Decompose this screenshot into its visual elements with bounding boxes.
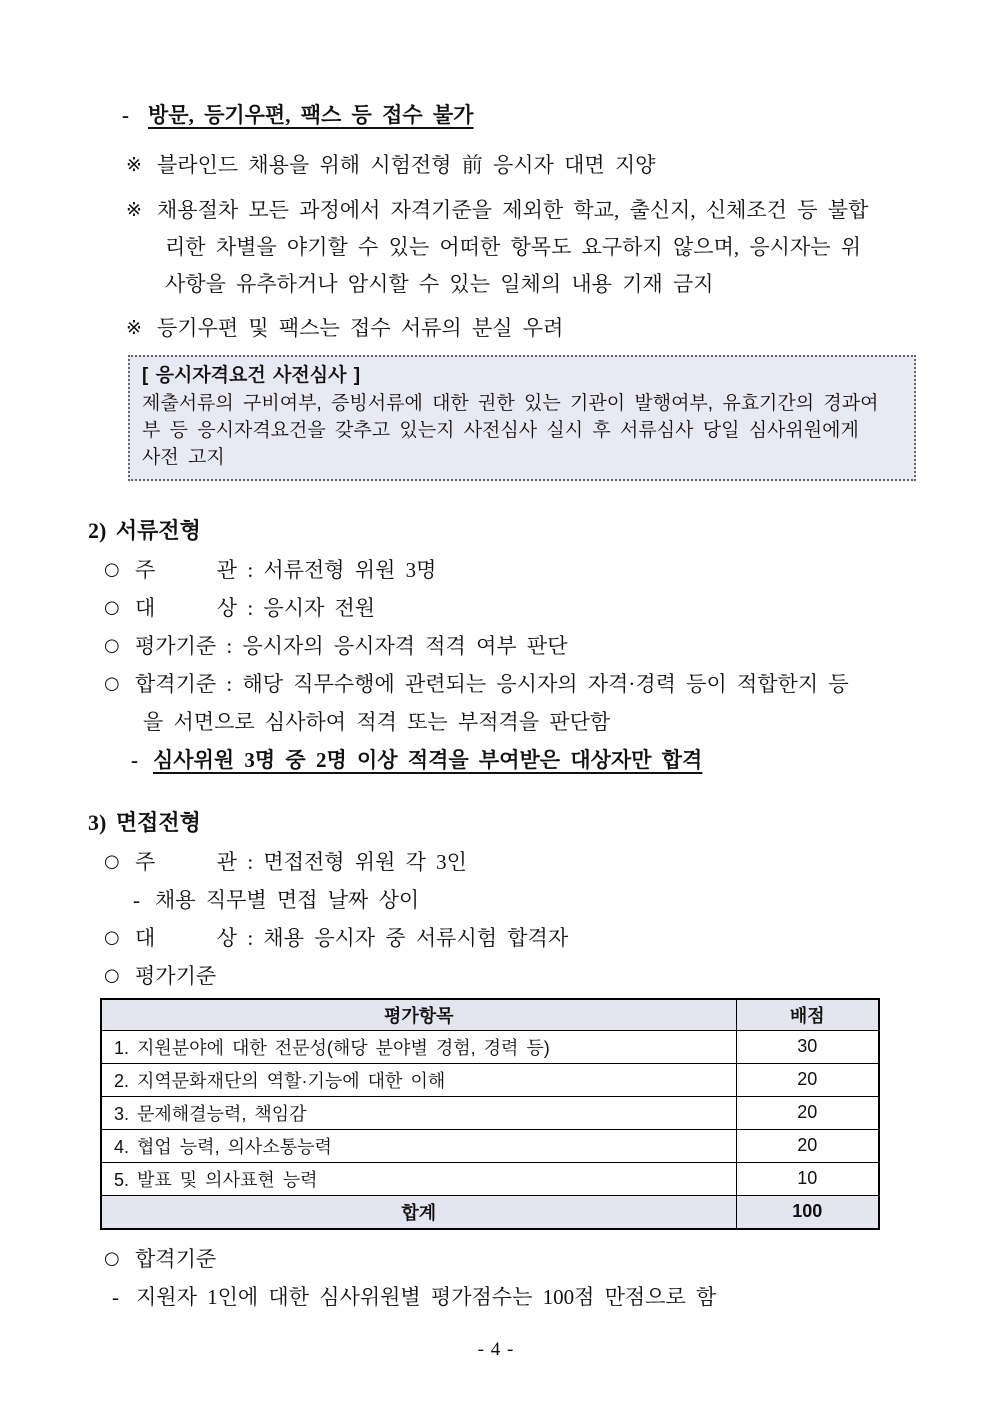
table-row bbox=[101, 1162, 879, 1195]
bullet-item bbox=[0, 551, 992, 589]
pass-criteria-detail-text: 지원자 1인에 대한 심사위원별 평가점수는 100점 만점으로 함 bbox=[136, 1285, 717, 1309]
bullet-text: 주 관 : 서류전형 위원 3명 bbox=[135, 558, 437, 582]
reference-mark-icon: ※ bbox=[126, 200, 142, 221]
table-cell-score: 30 bbox=[736, 1030, 879, 1063]
evaluation-table bbox=[100, 998, 880, 1230]
bullet-text: 대 상 : 채용 응시자 중 서류시험 합격자 bbox=[135, 926, 569, 950]
pass-criteria-label: 합격기준 bbox=[135, 1247, 217, 1271]
table-header-row bbox=[101, 999, 879, 1030]
table-total-score: 100 bbox=[736, 1195, 879, 1229]
dash-marker: - bbox=[122, 103, 129, 127]
bullet-continuation: 을 서면으로 심사하여 적격 또는 부적격을 판단함 bbox=[143, 710, 611, 734]
note-body bbox=[157, 310, 563, 348]
table-row bbox=[101, 1063, 879, 1096]
section-3-heading: 3) 면접전형 bbox=[88, 810, 201, 835]
circle-bullet-icon: ○ bbox=[104, 597, 120, 618]
bullet-item bbox=[0, 589, 992, 627]
note-body bbox=[157, 192, 868, 303]
table-cell-score: 20 bbox=[736, 1063, 879, 1096]
circle-bullet-icon: ○ bbox=[104, 851, 120, 872]
interview-date-note bbox=[0, 881, 992, 919]
table-cell-item: 3. 문제해결능력, 책임감 bbox=[101, 1096, 736, 1129]
pass-criteria-bullet-item bbox=[0, 1240, 992, 1278]
pass-highlight-line bbox=[0, 741, 992, 779]
table-row bbox=[101, 1030, 879, 1063]
table-cell-score: 20 bbox=[736, 1096, 879, 1129]
receipt-restriction-text: 방문, 등기우편, 팩스 등 접수 불가 bbox=[148, 103, 474, 127]
table-cell-score: 20 bbox=[736, 1129, 879, 1162]
page-number: - 4 - bbox=[477, 1339, 515, 1360]
table-row bbox=[101, 1129, 879, 1162]
bullet-item bbox=[0, 957, 992, 995]
table-cell-score: 10 bbox=[736, 1162, 879, 1195]
bullet-text: 평가기준 : 응시자의 응시자격 적격 여부 판단 bbox=[135, 634, 568, 658]
note-line: 채용절차 모든 과정에서 자격기준을 제외한 학교, 출신지, 신체조건 등 불합 bbox=[157, 198, 869, 222]
bullet-item bbox=[0, 919, 992, 957]
table-row bbox=[101, 1096, 879, 1129]
interview-date-note-text: 채용 직무별 면접 날짜 상이 bbox=[155, 888, 420, 912]
table-total-label: 합계 bbox=[101, 1195, 736, 1229]
prescreen-box-title: [ 응시자격요건 사전심사 ] bbox=[142, 365, 361, 386]
table-header-score: 배점 bbox=[736, 999, 879, 1030]
table-cell-item: 1. 지원분야에 대한 전문성(해당 분야별 경험, 경력 등) bbox=[101, 1030, 736, 1063]
dash-marker: - bbox=[131, 748, 138, 772]
bullet-item bbox=[0, 843, 992, 881]
table-cell-item: 5. 발표 및 의사표현 능력 bbox=[101, 1162, 736, 1195]
reference-mark-icon: ※ bbox=[126, 155, 142, 176]
note-item bbox=[0, 310, 992, 348]
bullet-text: 주 관 : 면접전형 위원 각 3인 bbox=[135, 850, 467, 874]
table-header-item: 평가항목 bbox=[101, 999, 736, 1030]
bullet-item bbox=[0, 627, 992, 665]
receipt-restriction-line bbox=[0, 96, 992, 134]
prescreen-box-line: 제출서류의 구비여부, 증빙서류에 대한 권한 있는 기관이 발행여부, 유효기간의 경과여 bbox=[142, 393, 879, 414]
dash-marker: - bbox=[133, 888, 140, 912]
bullet-text: 평가기준 bbox=[135, 964, 217, 988]
note-line: 사항을 유추하거나 암시할 수 있는 일체의 내용 기재 금지 bbox=[165, 272, 714, 296]
dash-marker: - bbox=[112, 1285, 119, 1309]
bullet-text: 대 상 : 응시자 전원 bbox=[135, 596, 376, 620]
prescreen-box-line: 사전 고지 bbox=[142, 447, 225, 468]
bullet-item bbox=[0, 665, 992, 703]
circle-bullet-icon: ○ bbox=[104, 559, 120, 580]
note-line: 블라인드 채용을 위해 시험전형 前 응시자 대면 지양 bbox=[157, 153, 656, 177]
circle-bullet-icon: ○ bbox=[104, 965, 120, 986]
pass-highlight-text: 심사위원 3명 중 2명 이상 적격을 부여받은 대상자만 합격 bbox=[153, 748, 703, 772]
table-total-row bbox=[101, 1195, 879, 1229]
note-body bbox=[157, 147, 655, 185]
prescreen-box-line: 부 등 응시자격요건을 갖추고 있는지 사전심사 실시 후 서류심사 당일 심사위원에게 bbox=[142, 420, 859, 441]
note-item bbox=[0, 192, 992, 303]
circle-bullet-icon: ○ bbox=[104, 1248, 120, 1269]
circle-bullet-icon: ○ bbox=[104, 673, 120, 694]
circle-bullet-icon: ○ bbox=[104, 635, 120, 656]
note-item bbox=[0, 147, 992, 185]
section-2-heading: 2) 서류전형 bbox=[88, 518, 201, 543]
prescreen-box bbox=[128, 355, 916, 481]
note-line: 등기우편 및 팩스는 접수 서류의 분실 우려 bbox=[157, 316, 564, 340]
reference-mark-icon: ※ bbox=[126, 318, 142, 339]
bullet-text: 합격기준 : 해당 직무수행에 관련되는 응시자의 자격·경력 등이 적합한지 등 bbox=[135, 672, 849, 696]
table-cell-item: 4. 협업 능력, 의사소통능력 bbox=[101, 1129, 736, 1162]
table-cell-item: 2. 지역문화재단의 역할·기능에 대한 이해 bbox=[101, 1063, 736, 1096]
circle-bullet-icon: ○ bbox=[104, 927, 120, 948]
pass-criteria-detail-line bbox=[0, 1278, 992, 1316]
note-line: 리한 차별을 야기할 수 있는 어떠한 항목도 요구하지 않으며, 응시자는 위 bbox=[165, 235, 862, 259]
